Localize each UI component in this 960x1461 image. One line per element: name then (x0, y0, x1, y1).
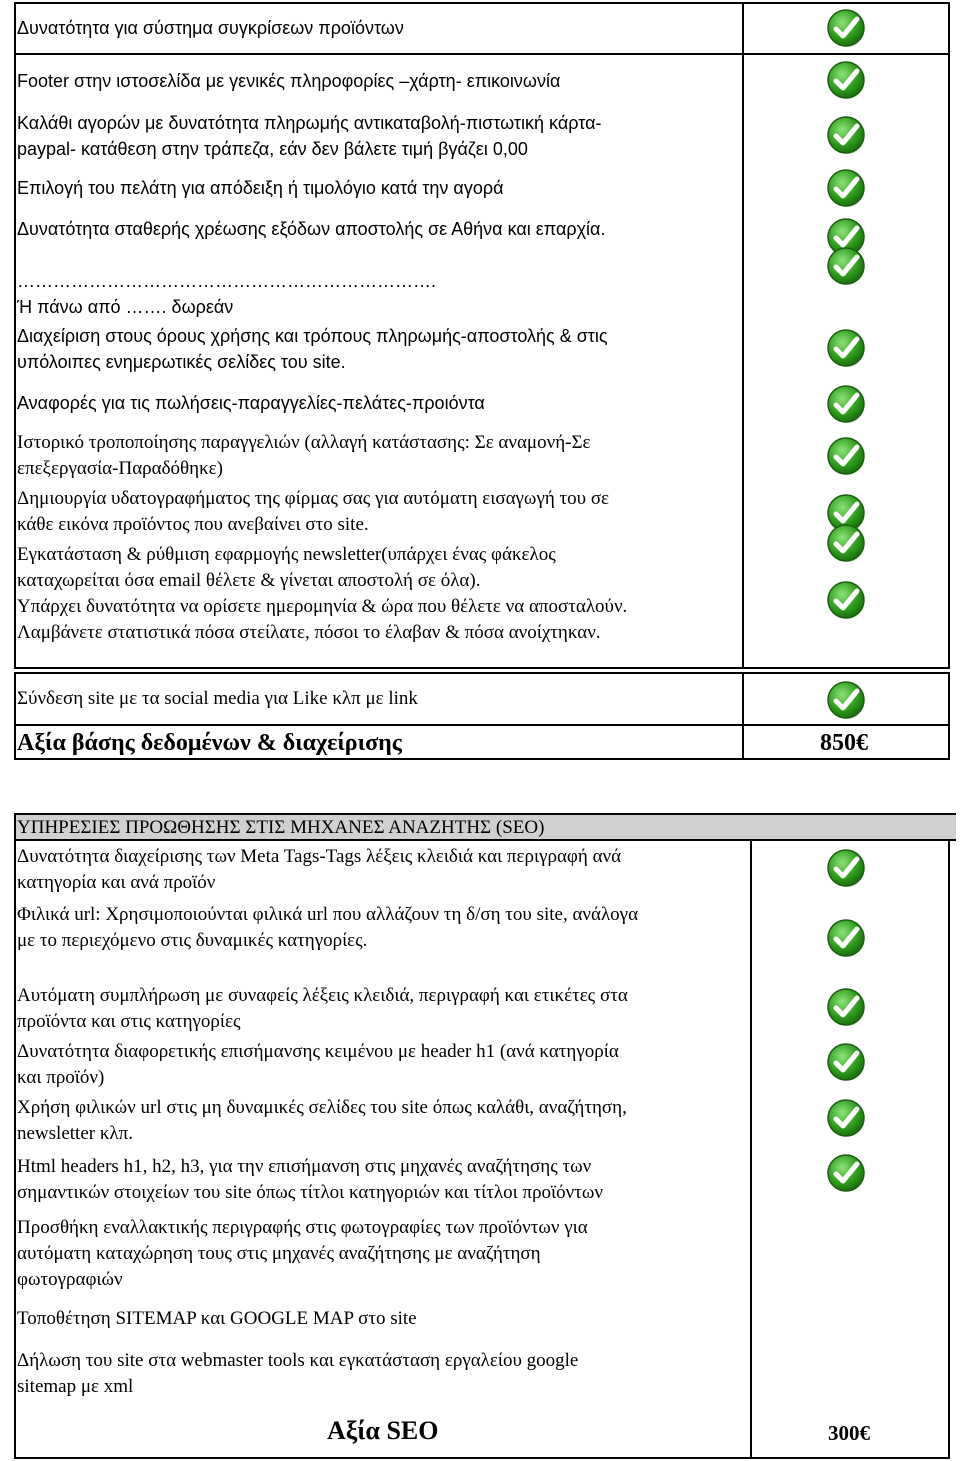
seo-row: Φιλικά url: Χρησιμοποιούνται φιλικά url που αλλάζουν τη δ/ση του site, ανάλογα με το περιεχόμενο στις δυναμικές κατηγορίες. (17, 904, 639, 951)
green-checkmark-icon (826, 987, 866, 1027)
feature-row: Εγκατάσταση & ρύθμιση εφαρμογής newsletter(υπάρχει ένας φάκελος καταχωρείται όσα email θέλετε & γίνεται αποστολή σε όλα). Υπάρχει δυνατότητα να ορίσετε ημερομηνία & ώρα που θέλετε να αποσταλούν. Λαμβάνετε στατιστικά πόσα στείλατε, πόσοι το έλαβαν & πόσα ανοίχτηκαν. (17, 544, 628, 643)
green-checkmark-icon (826, 328, 866, 368)
green-checkmark-icon (826, 115, 866, 155)
seo-total-label: Αξία SEO (327, 1416, 439, 1445)
feature-row: Footer στην ιστοσελίδα με γενικές πληροφορίες –χάρτη- επικοινωνία (17, 71, 561, 91)
green-checkmark-icon (826, 246, 866, 286)
feature-row: Επιλογή του πελάτη για απόδειξη ή τιμολόγιο κατά την αγορά (17, 178, 504, 198)
database-total-value: 850€ (820, 730, 868, 756)
seo-header-text: ΥΠΗΡΕΣΙΕΣ ΠΡΟΩΘΗΣΗΣ ΣΤΙΣ ΜΗΧΑΝΕΣ ΑΝΑΖΗΤΗΣ (SEO) (17, 817, 545, 838)
green-checkmark-icon (826, 918, 866, 958)
green-checkmark-icon (826, 1098, 866, 1138)
seo-row: Προσθήκη εναλλακτικής περιγραφής στις φωτογραφίες των προϊόντων για αυτόματη καταχώρηση τους στις μηχανές αναζήτησης με αναζήτηση φωτογραφιών (17, 1217, 588, 1290)
green-checkmark-icon (826, 60, 866, 100)
green-checkmark-icon (826, 384, 866, 424)
feature-row: Αναφορές για τις πωλήσεις-παραγγελίες-πελάτες-προιόντα (17, 393, 485, 413)
feature-row: ……………………………………………………………. Ή πάνω από ……. δωρεάν (17, 271, 437, 317)
seo-row: Αυτόματη συμπλήρωση με συναφείς λέξεις κλειδιά, περιγραφή και ετικέτες στα προϊόντα και στις κατηγορίες (17, 985, 628, 1032)
green-checkmark-icon (826, 168, 866, 208)
feature-row: Δυνατότητα σταθερής χρέωσης εξόδων αποστολής σε Αθήνα και επαρχία. (17, 219, 606, 239)
green-checkmark-icon (826, 1042, 866, 1082)
seo-row: Δήλωση του site στα webmaster tools και εγκατάσταση εργαλείου google sitemap με xml (17, 1350, 579, 1397)
seo-section-header (14, 813, 956, 841)
seo-row: Δυνατότητα διαχείρισης των Meta Tags-Tags λέξεις κλειδιά και περιγραφή ανά κατηγορία και ανά προϊόν (17, 846, 622, 893)
green-checkmark-icon (826, 580, 866, 620)
green-checkmark-icon (826, 436, 866, 476)
seo-row: Html headers h1, h2, h3, για την επισήμανση στις μηχανές αναζήτησης των σημαντικών στοιχείων του site όπως τίτλοι κατηγοριών και τίτλοι προϊόντων (17, 1156, 603, 1203)
social-row: Σύνδεση site με τα social media για Like κλπ με link (17, 688, 418, 709)
feature-row: Ιστορικό τροποποίησης παραγγελιών (αλλαγή κατάστασης: Σε αναμονή-Σε επεξεργασία-Παραδόθηκε) (17, 432, 591, 479)
green-checkmark-icon (826, 680, 866, 720)
green-checkmark-icon (826, 1153, 866, 1193)
seo-total-value: 300€ (828, 1421, 870, 1445)
database-total-label: Αξία βάσης δεδομένων & διαχείρισης (17, 730, 402, 756)
seo-row: Χρήση φιλικών url στις μη δυναμικές σελίδες του site όπως καλάθι, αναζήτηση, newsletter κλπ. (17, 1097, 627, 1144)
feature-row: Καλάθι αγορών με δυνατότητα πληρωμής αντικαταβολή-πιστωτική κάρτα- paypal- κατάθεση στην τράπεζα, εάν δεν βάλετε τιμή βγάζει 0,00 (17, 113, 602, 159)
seo-row: Δυνατότητα διαφορετικής επισήμανσης κειμένου με header h1 (ανά κατηγορία και προϊόν) (17, 1041, 619, 1088)
seo-row: Τοποθέτηση SITEMAP και GOOGLE MAP στο site (17, 1308, 417, 1329)
feature-row: Δημιουργία υδατογραφήματος της φίρμας σας για αυτόματη εισαγωγή του σε κάθε εικόνα προϊόντος που ανεβαίνει στο site. (17, 488, 610, 535)
green-checkmark-icon (826, 848, 866, 888)
feature-row: Διαχείριση στους όρους χρήσης και τρόπους πληρωμής-αποστολής & στις υπόλοιπες ενημερωτικές σελίδες του site. (17, 326, 608, 372)
green-checkmark-icon (826, 523, 866, 563)
green-checkmark-icon (826, 8, 866, 48)
feature-row: Δυνατότητα για σύστημα συγκρίσεων προϊόντων (17, 18, 404, 38)
